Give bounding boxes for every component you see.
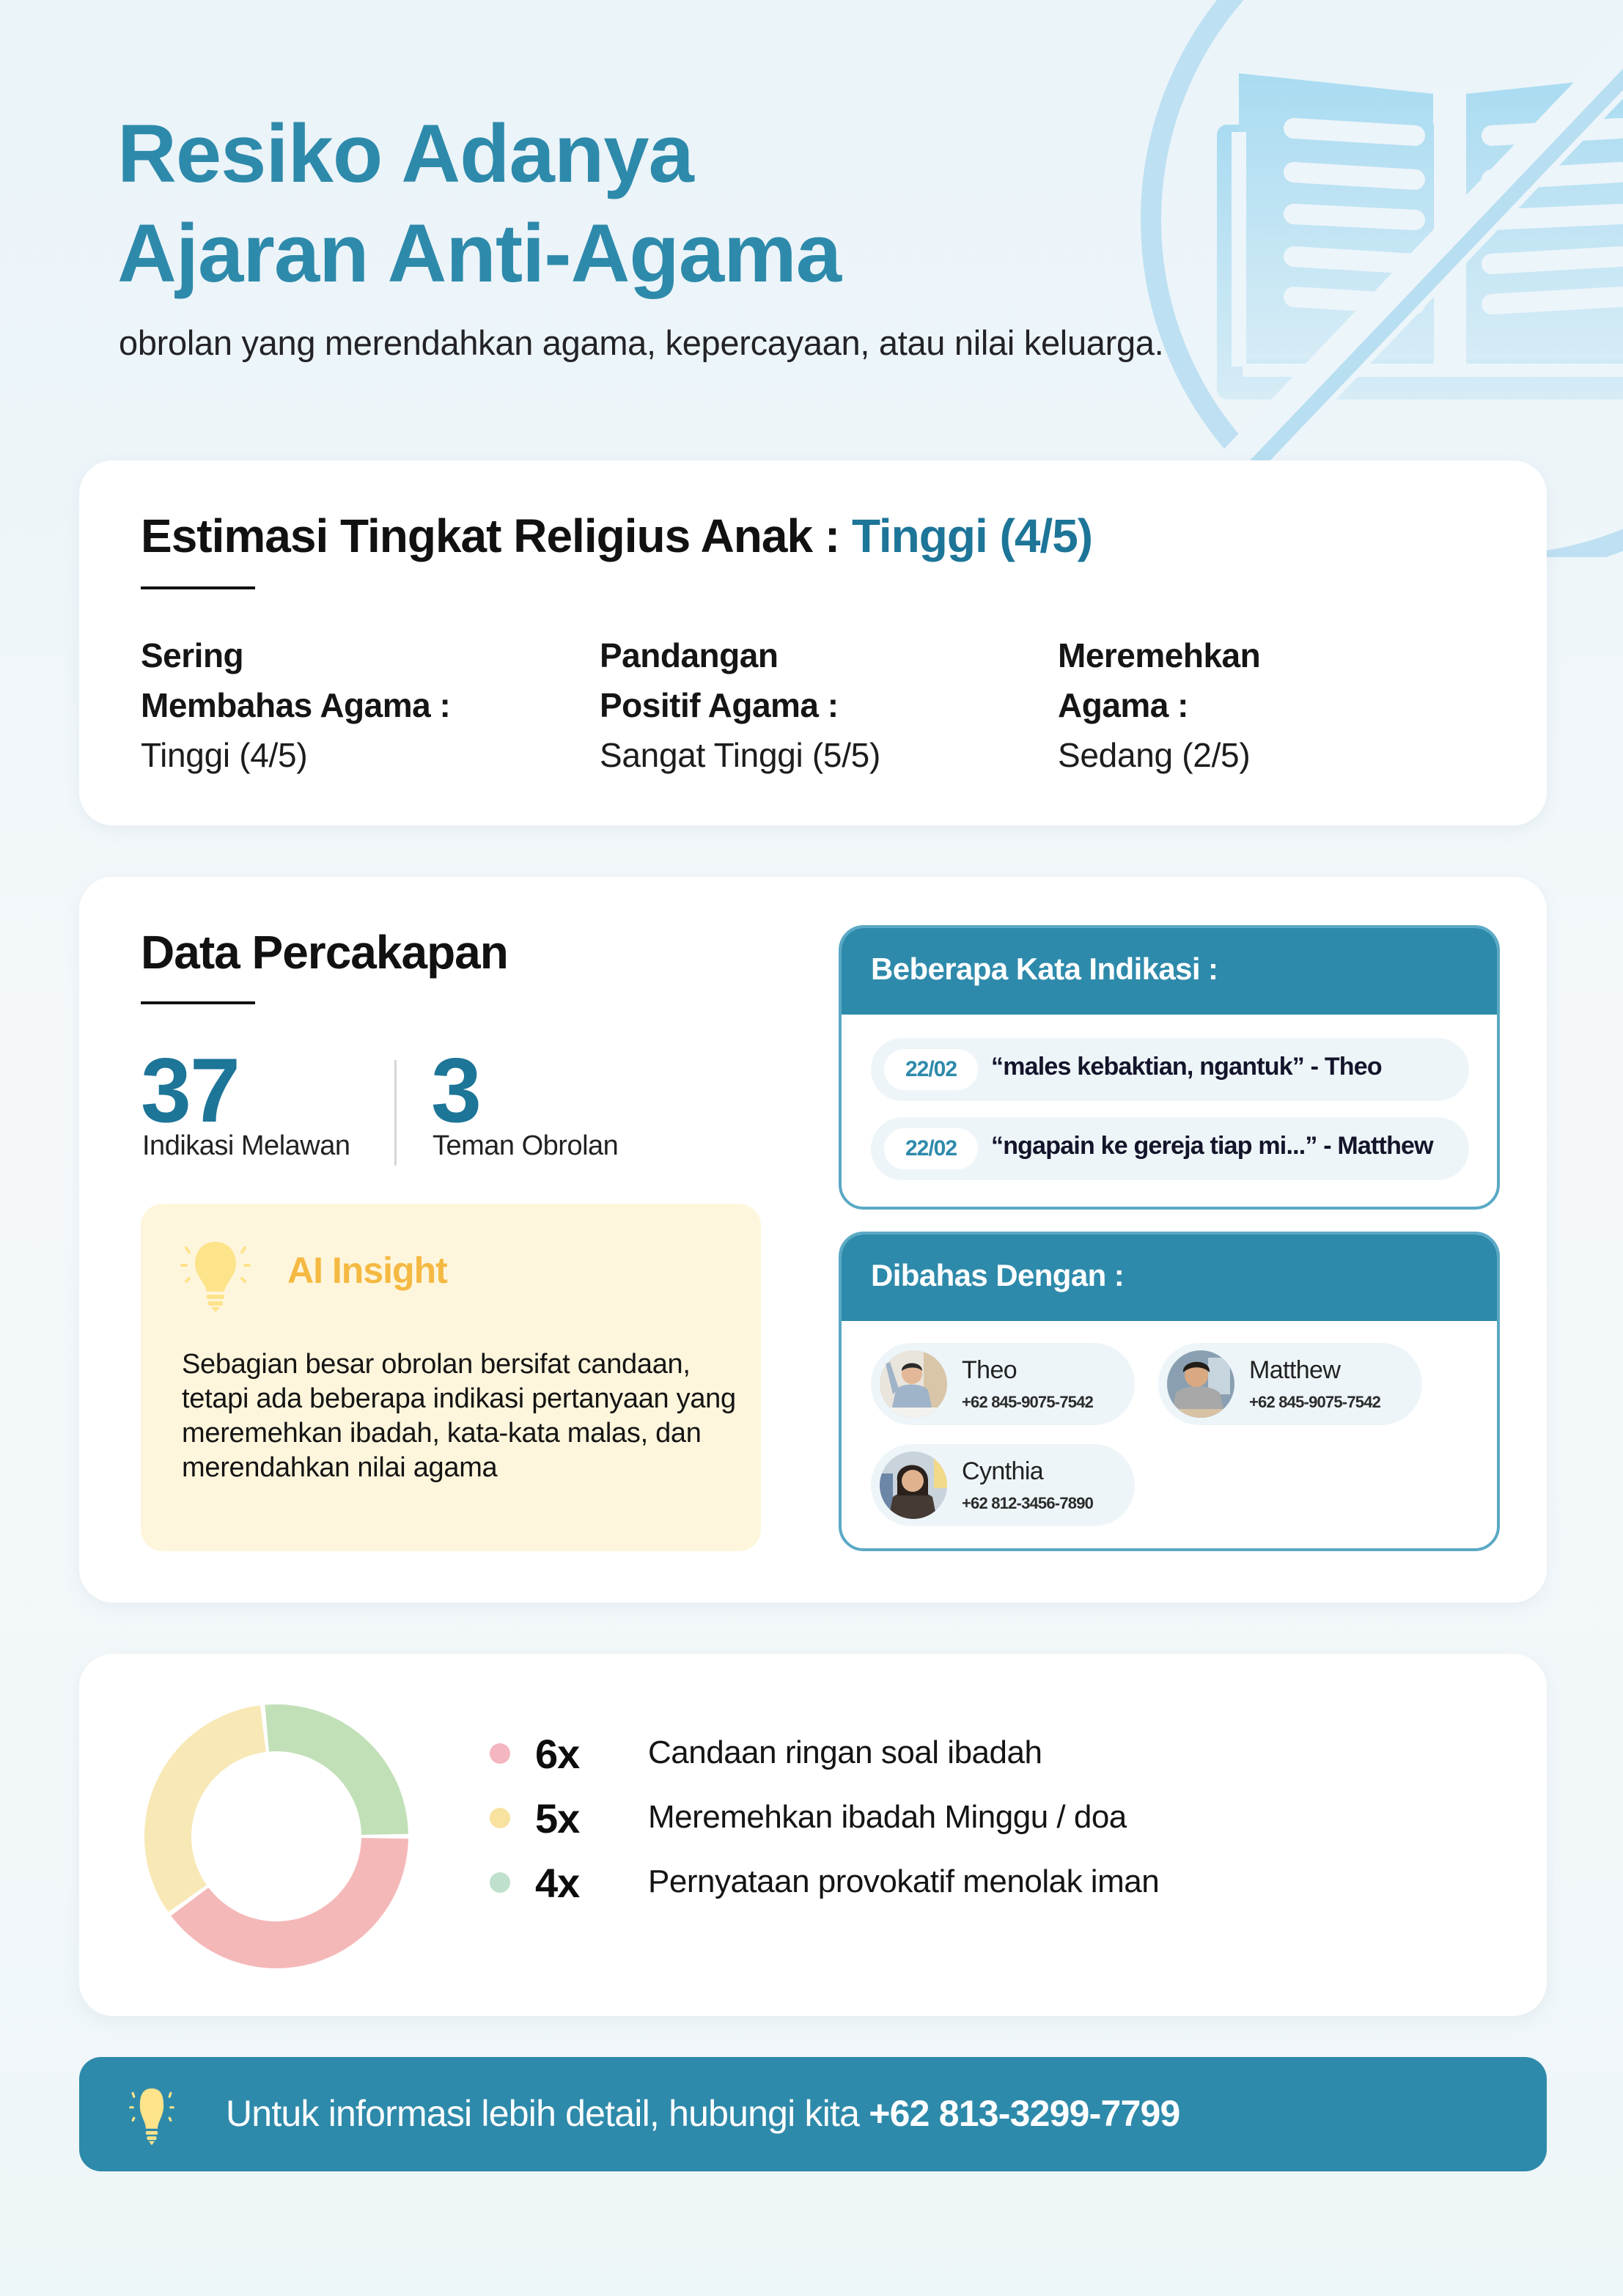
donut-chart	[141, 1701, 412, 1972]
stat-friends-value: 3	[431, 1040, 480, 1141]
avatar	[1167, 1350, 1234, 1418]
stats-divider	[394, 1060, 397, 1166]
indication-quote: “ngapain ke gereja tiap mi...” - Matthew	[991, 1132, 1433, 1160]
heading-underline	[141, 1001, 255, 1004]
legend-dot	[490, 1872, 510, 1893]
metric-label-line2: Membahas Agama :	[141, 686, 451, 724]
lightbulb-icon	[119, 2085, 185, 2146]
heading-underline	[141, 586, 255, 589]
indication-item[interactable]	[871, 1038, 1469, 1101]
contact-phone: +62 845-9075-7542	[1249, 1393, 1381, 1411]
metric-label-line1: Sering	[141, 636, 244, 674]
contact-name: Theo	[962, 1356, 1017, 1384]
ai-insight-box	[141, 1204, 761, 1551]
legend-label: Candaan ringan soal ibadah	[648, 1734, 1042, 1770]
stat-indications-value: 37	[141, 1040, 239, 1141]
legend-label: Meremehkan ibadah Minggu / doa	[648, 1799, 1127, 1835]
stat-friends-label: Teman Obrolan	[433, 1130, 619, 1161]
stat-indications-label: Indikasi Melawan	[142, 1130, 350, 1161]
religiosity-estimate-card	[79, 460, 1547, 825]
metric-label-line1: Meremehkan	[1058, 636, 1261, 674]
indication-date: 22/02	[884, 1128, 978, 1169]
page-subtitle: obrolan yang merendahkan agama, kepercayaan, atau nilai keluarga.	[119, 323, 1164, 362]
contact-chip-cynthia[interactable]	[871, 1444, 1135, 1526]
contact-name: Cynthia	[962, 1457, 1044, 1485]
metric-positive-view	[600, 630, 880, 780]
indication-item[interactable]	[871, 1117, 1469, 1180]
indication-words-panel	[839, 925, 1500, 1210]
legend-label: Pernyataan provokatif menolak iman	[648, 1863, 1160, 1899]
conversation-data-card	[79, 877, 1547, 1603]
donut-slice-belittle	[144, 1705, 266, 1912]
metric-discuss-religion	[141, 630, 450, 780]
metric-label-line2: Agama :	[1058, 686, 1188, 724]
estimate-value: Tinggi (4/5)	[851, 509, 1093, 562]
indication-breakdown-card	[79, 1654, 1547, 2016]
contact-footer-banner	[79, 2057, 1547, 2171]
estimate-heading	[141, 509, 1092, 563]
contact-phone: +62 845-9075-7542	[962, 1393, 1094, 1411]
estimate-title: Estimasi Tingkat Religius Anak :	[141, 509, 840, 562]
metric-label-line2: Positif Agama :	[600, 686, 839, 724]
contact-chip-theo[interactable]	[871, 1343, 1135, 1425]
footer-message: Untuk informasi lebih detail, hubungi kita	[226, 2093, 860, 2134]
lightbulb-icon	[179, 1237, 252, 1314]
title-line-2: Ajaran Anti-Agama	[117, 207, 842, 299]
ai-insight-text: Sebagian besar obrolan bersifat candaan, tetapi ada beberapa indikasi pertanyaan yang meremehkan ibadah, kata-kata malas, dan merendahkan nilai agama	[182, 1349, 736, 1483]
page-title	[117, 104, 1070, 303]
footer-phone-link[interactable]: +62 813-3299-7799	[869, 2093, 1180, 2134]
contact-phone: +62 812-3456-7890	[962, 1494, 1094, 1512]
avatar	[880, 1350, 947, 1418]
legend-count: 5x	[535, 1795, 580, 1841]
metric-label-line1: Pandangan	[600, 636, 779, 674]
indication-date: 22/02	[884, 1049, 978, 1090]
metric-value: Sedang (2/5)	[1058, 736, 1251, 774]
conversation-title: Data Percakapan	[141, 926, 508, 979]
contact-name: Matthew	[1249, 1356, 1341, 1384]
discussed-with-title: Dibahas Dengan :	[842, 1235, 1497, 1321]
legend-dot	[490, 1808, 510, 1828]
title-line-1: Resiko Adanya	[117, 108, 693, 199]
footer-text	[226, 2092, 1180, 2135]
discussed-with-panel	[839, 1232, 1500, 1551]
metric-belittle-religion	[1058, 630, 1260, 780]
legend-count: 4x	[535, 1860, 580, 1906]
metric-value: Tinggi (4/5)	[141, 736, 308, 774]
legend-dot	[490, 1743, 510, 1764]
metric-value: Sangat Tinggi (5/5)	[600, 736, 880, 774]
ai-insight-title: AI Insight	[287, 1250, 447, 1291]
avatar	[880, 1451, 947, 1519]
indication-quote: “males kebaktian, ngantuk” - Theo	[991, 1053, 1382, 1081]
legend-count: 6x	[535, 1731, 580, 1777]
donut-slice-provocative	[265, 1704, 408, 1835]
contact-chip-matthew[interactable]	[1158, 1343, 1422, 1425]
indication-words-title: Beberapa Kata Indikasi :	[842, 928, 1497, 1015]
donut-slice-jokes	[171, 1838, 408, 1968]
